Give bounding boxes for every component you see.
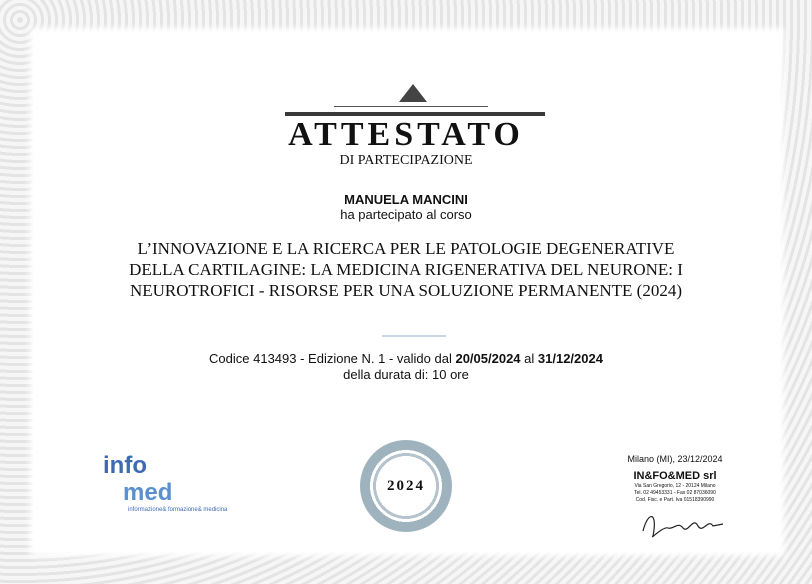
issuer-phone: Tel. 02 49453331 - Fax 02 87036090	[634, 490, 716, 496]
logo-tagline: informazione& formazione& medicina	[128, 507, 228, 513]
infomed-logo	[103, 452, 228, 514]
issuer-tax: Cod. Fisc. e Part. Iva 01518390990	[635, 497, 715, 503]
course-code	[0, 351, 812, 366]
divider	[382, 335, 446, 337]
certificate-subtitle: DI PARTECIPAZIONE	[339, 153, 473, 168]
code-text: Codice 413493 - Edizione N. 1 - valido dal	[209, 351, 456, 366]
course-line: NEUROTROFICI - RISORSE PER UNA SOLUZIONE PERMANENTE (2024)	[129, 281, 683, 300]
issuer-company: IN&FO&MED srl	[633, 470, 717, 482]
valid-to: 31/12/2024	[537, 351, 603, 366]
seal-year: 2024	[387, 478, 425, 494]
certificate-title: ATTESTATO	[288, 116, 524, 153]
logo-text: med	[123, 479, 173, 506]
issuer-address: Via San Gregorio, 12 - 20124 Milano	[634, 483, 716, 489]
place-date: Milano (MI), 23/12/2024	[627, 454, 723, 464]
emblem-icon	[399, 84, 427, 102]
participation-text: ha partecipato al corso	[340, 207, 472, 222]
divider	[334, 106, 488, 107]
course-title	[0, 238, 812, 301]
course-line: DELLA CARTILAGINE: LA MEDICINA RIGENERATIVA DEL NEURONE: I	[129, 260, 683, 279]
duration: della durata di: 10 ore	[343, 367, 469, 382]
issuer-block	[590, 453, 760, 504]
valid-from: 20/05/2024	[455, 351, 521, 366]
logo-text: info	[103, 452, 147, 479]
recipient-name: MANUELA MANCINI	[344, 192, 468, 207]
code-text: al	[520, 351, 538, 366]
course-line: L’INNOVAZIONE E LA RICERCA PER LE PATOLOGIE DEGENERATIVE	[137, 239, 675, 258]
signature	[638, 506, 728, 540]
